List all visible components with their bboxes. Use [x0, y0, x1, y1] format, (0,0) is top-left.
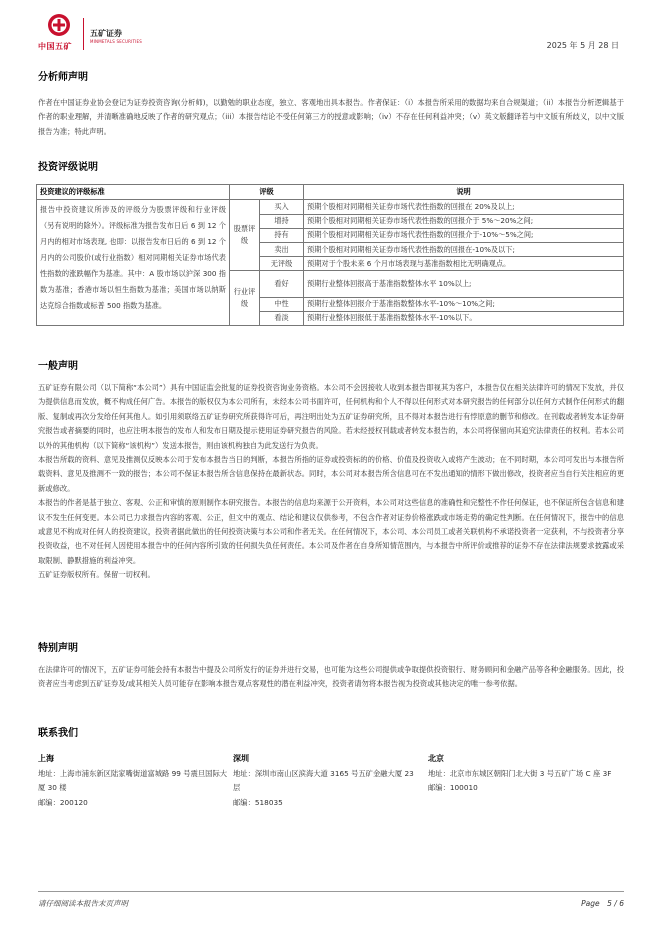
rating-desc: 预期个股相对同期相关证券市场代表性指数的回报在 20%及以上;: [304, 200, 624, 214]
rating-basis-header: 投资建议的评级标准: [37, 185, 230, 200]
office-shanghai: [38, 752, 228, 810]
report-date: 2025 年 5 月 28 日: [546, 41, 619, 50]
general-statement-title: 一般声明: [38, 361, 78, 372]
office-city: 深圳: [233, 754, 249, 763]
general-statement-text: [38, 381, 624, 583]
office-city: 北京: [428, 754, 444, 763]
rating-explanation-title: 投资评级说明: [38, 162, 98, 173]
logo-divider: [83, 18, 84, 50]
rating-level: 中性: [260, 297, 304, 311]
office-address: 地址：北京市东城区朝阳门北大街 3 号五矿广场 C 座 3F: [428, 768, 612, 778]
office-postcode: 邮编：100010: [428, 783, 478, 792]
rating-table-header-row: [37, 185, 624, 200]
rating-desc: 预期对于个股未来 6 个月市场表现与基准指数相比无明确观点。: [304, 257, 624, 271]
rating-level: 看淡: [260, 311, 304, 325]
general-paragraph: 五矿证券版权所有。保留一切权利。: [38, 570, 155, 580]
rating-desc: 预期个股相对同期相关证券市场代表性指数的回报介于-10%～5%之间;: [304, 228, 624, 242]
analyst-statement-text: [38, 96, 624, 139]
logo-securities-name-en: MINMETALS SECURITIES: [90, 39, 142, 44]
rating-desc: 预期个股相对同期相关证券市场代表性指数的回报介于 5%～20%之间;: [304, 214, 624, 228]
special-statement-title: 特别声明: [38, 643, 78, 654]
table-row: [37, 200, 624, 214]
stock-rating-label: 股票评级: [230, 200, 260, 271]
general-paragraph: 五矿证券有限公司（以下简称“本公司”）具有中国证监会批复的证券投资咨询业务资格。本公司不会因接收人收到本报告即视其为客户，本报告仅在相关法律许可的情况下发放，并仅为提供信息而发放，概不构成任何广告。本报告的版权仅为本公司所有，未经本公司书面许可，任何机构和个人不得以任何形式对本研究报告的任何部分以任何方式制作任何形式的翻版、复制或再次分发给任何其他人。如引用须联络五矿证券研究所获得许可后，再注明出处为五矿证券研究所，且不得对本报告进行有悖原意的删节和修改。在刊载或者转发本证券研究报告或者摘要的同时，也应注明本报告的发布人和发布日期及提示使用证券研究报告的风险。若未经授权刊载或者转发本报告的，本公司将保留向其追究法律责任的权利。若本公司以外的其他机构（以下简称“该机构”）发送本报告，则由该机构独自为此发送行为负责。: [38, 383, 624, 450]
rating-level: 持有: [260, 228, 304, 242]
rating-table: [36, 184, 624, 326]
analyst-statement-paragraph: 作者在中国证券业协会登记为证券投资咨询(分析师)，以勤勉的职业态度，独立、客观地出具本报告。作者保证：（i）本报告所采用的数据均来自合规渠道；（ii）本报告分析逻辑基于作者的职业理解，并清晰准确地反映了作者的研究观点；（iii）本报告结论不受任何第三方的授意或影响；（iv）不存在任何利益冲突；（v）英文版翻译若与中文版有所歧义，以中文版报告为准；特此声明。: [38, 98, 624, 136]
general-paragraph: 本报告的作者是基于独立、客观、公正和审慎的原则制作本研究报告。本报告的信息均来源于公开资料，本公司对这些信息的准确性和完整性不作任何保证，也不保证所包含信息和建议不发生任何变更。本公司已力求报告内容的客观、公正，但文中的观点、结论和建议仅供参考，不包含作者对证券价格涨跌或市场走势的确定性判断。在任何情况下，报告中的信息或意见不构成对任何人的投资建议，投资者据此做出的任何投资决策与本公司和作者无关。在任何情况下，本公司、本公司员工或者关联机构不承诺投资者一定获利，不与投资者分享投资收益，也不对任何人因使用本报告中的任何内容所引致的任何损失负任何责任。本公司及作者在自身所知情范围内，与本报告中所评价或推荐的证券不存在法律法规要求披露或采取限制、静默措施的利益冲突。: [38, 498, 624, 565]
rating-level: 买入: [260, 200, 304, 214]
rating-desc: 预期行业整体回报介于基准指数整体水平-10%～10%之间;: [304, 297, 624, 311]
rating-level: 看好: [260, 271, 304, 297]
office-address: 地址：深圳市南山区滨海大道 3165 号五矿金融大厦 23 层: [233, 768, 414, 792]
office-address: 地址：上海市浦东新区陆家嘴街道富城路 99 号震旦国际大厦 30 楼: [38, 768, 228, 792]
rating-desc: 预期行业整体回报低于基准指数整体水平-10%以下。: [304, 311, 624, 325]
office-shenzhen: [233, 752, 423, 810]
rating-basis-text: 报告中投资建议所涉及的评级分为股票评级和行业评级（另有说明的除外）。评级标准为报告发布日后 6 到 12 个月内的相对市场表现, 也即：以报告发布日后的 6 到 12 个月内的公司股价(或行业指数）相对同期相关证券市场代表性指数的涨跌幅作为基准。其中：A 股市场以沪深 300 指数为基准；香港市场以恒生指数为基准；美国市场以纳斯达克综合指数或标普 500 指数为基准。: [37, 200, 230, 326]
office-postcode: 邮编：518035: [233, 797, 283, 807]
special-statement-text: [38, 663, 624, 692]
footer-disclaimer-note: 请仔细阅读本报告末页声明: [38, 899, 128, 908]
office-beijing: [428, 752, 618, 796]
logo-securities-name: 五矿证券: [90, 29, 122, 38]
rating-desc: 预期个股相对同期相关证券市场代表性指数的回报在-10%及以下;: [304, 242, 624, 256]
page-number: Page 5 / 6: [581, 899, 624, 908]
analyst-statement-title: 分析师声明: [38, 72, 88, 83]
office-city: 上海: [38, 754, 54, 763]
industry-rating-label: 行业评级: [230, 271, 260, 326]
contact-title: 联系我们: [38, 728, 78, 739]
general-paragraph: 本报告所载的资料、意见及推测仅反映本公司于发布本报告当日的判断，本报告所指的证券或投资标的的价格、价值及投资收入或将产生波动；在不同时期，本公司可发出与本报告所载资料、意见及推测不一致的报告；本公司不保证本报告所含信息保持在最新状态。同时，本公司对本报告所含信息可在不发出通知的情形下做出修改，投资者应当自行关注相应的更新或修改。: [38, 455, 624, 493]
special-statement-paragraph: 在法律许可的情况下，五矿证券可能会持有本报告中提及公司所发行的证券并进行交易，也可能为这些公司提供或争取提供投资银行、财务顾问和金融产品等各种金融服务。因此，投资者应当考虑到五矿证券及/或其相关人员可能存在影响本报告观点客观性的潜在利益冲突，投资者请勿将本报告视为投资或其他决定的唯一参考依据。: [38, 665, 624, 689]
logo-company-name: 中国五矿: [38, 42, 72, 51]
office-postcode: 邮编：200120: [38, 797, 88, 807]
china-minmetals-logo-icon: [47, 13, 71, 37]
footer-divider: [38, 891, 624, 892]
rating-level: 卖出: [260, 242, 304, 256]
rating-level-header: 评级: [230, 185, 304, 200]
rating-level: 增持: [260, 214, 304, 228]
company-logo: [38, 10, 158, 55]
rating-desc-header: 说明: [304, 185, 624, 200]
rating-desc: 预期行业整体回报高于基准指数整体水平 10%以上;: [304, 271, 624, 297]
rating-level: 无评级: [260, 257, 304, 271]
